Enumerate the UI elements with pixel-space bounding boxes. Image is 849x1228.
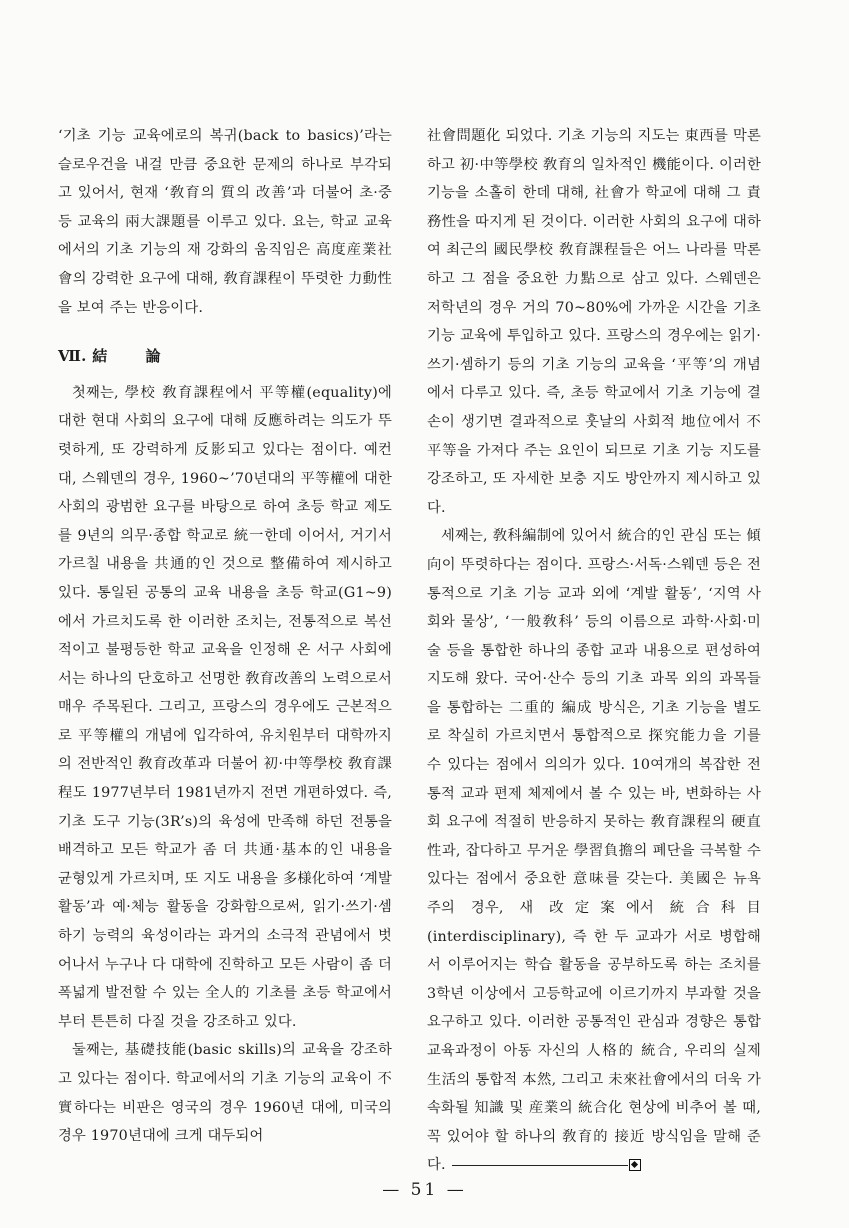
right-column <box>427 122 761 1180</box>
paragraph-continued: 社會問題化 되었다. 기초 기능의 지도는 東西를 막론하고 初·中等學校 敎育의 일차적인 機能이다. 이러한 기능을 소홀히 한데 대해, 社會가 학교에 대해 그 責務性을 따지게 된 것이다. 이러한 사회의 요구에 대하여 최근의 國民學校 敎育課程들은 어느 나라를 막론하고 그 점을 중요한 力點으로 삼고 있다. 스웨덴은 저학년의 경우 거의 70~80%에 가까운 시간을 기초 기능 교육에 투입하고 있다. 프랑스의 경우에는 읽기·쓰기·셈하기 등의 기초 기능의 교육을 ‘平等’의 개념에서 다루고 있다. 즉, 초등 학교에서 기초 기능에 결손이 생기면 결과적으로 훗날의 사회적 地位에서 不平等을 가져다 주는 요인이 되므로 기초 기능 지도를 강조하고, 또 자세한 보충 지도 방안까지 제시하고 있다. <box>427 128 761 516</box>
end-mark-icon <box>629 1159 641 1171</box>
intro-paragraph: ‘기초 기능 교육에로의 복귀(back to basics)’라는 슬로우건을 내걸 만큼 중요한 문제의 하나로 부각되고 있어서, 현재 ‘敎育의 質의 改善’과 더불어 초·중등 교육의 兩大課題를 이루고 있다. 요는, 학교 교육에서의 기초 기능의 재 강화의 움직임은 高度産業社會의 강력한 요구에 대해, 敎育課程이 뚜렷한 力動性을 보여 주는 반응이다. <box>58 128 392 316</box>
page-number: — 51 — <box>382 1180 467 1200</box>
paragraph-third: 세째는, 敎科編制에 있어서 統合的인 관심 또는 傾向이 뚜렷하다는 점이다. 프랑스·서독·스웨덴 등은 전통적으로 기초 기능 교과 외에 ‘계발 활동’, ‘지역 사회와 물상’, ‘一般敎科’ 등의 이름으로 과학·사회·미술 등을 통합한 하나의 종합 교과 내용으로 편성하여 지도해 왔다. 국어·산수 등의 기초 과목 외의 과목들을 통합하는 二重的 編成 방식은, 기초 기능을 별도로 착실히 가르치면서 통합적으로 探究能力을 기를 수 있다는 점에서 의의가 있다. 10여개의 복잡한 전통적 교과 편제 체제에서 볼 수 있는 바, 변화하는 사회 요구에 적절히 반응하지 못하는 敎育課程의 硬直性과, 잡다하고 무거운 學習負擔의 폐단을 극복할 수 있다는 점에서 중요한 意味를 갖는다. 美國은 뉴욕 주의 경우, 새 改定案에서 統合科目(interdisciplinary), 즉 한 두 교과가 서로 병합해서 이루어지는 학습 활동을 공부하도록 하는 조치를 3학년 이상에서 고등학교에 이르기까지 부과할 것을 요구하고 있다. 이러한 공통적인 관심과 경향은 통합 교육과정이 아동 자신의 人格的 統合, 우리의 실제 生活의 통합적 本然, 그리고 未來社會에서의 더욱 가속화될 知識 및 産業의 統合化 현상에 비추어 볼 때, 꼭 있어야 할 하나의 敎育的 接近 방식임을 말해 준다. <box>427 528 761 1174</box>
end-rule <box>452 1165 628 1166</box>
paragraph-first: 첫째는, 學校 敎育課程에서 平等權(equality)에 대한 현대 사회의 요구에 대해 反應하려는 의도가 뚜렷하게, 또 강력하게 反影되고 있다는 점이다. 예컨대, 스웨덴의 경우, 1960~’70년대의 平等權에 대한 사회의 광범한 요구를 바탕으로 하여 초등 학교 제도를 9년의 의무·종합 학교로 統一한데 이어서, 거기서 가르칠 내용을 共通的인 것으로 整備하여 제시하고 있다. 통일된 공통의 교육 내용을 초등 학교(G1~9)에서 가르치도록 한 이러한 조치는, 전통적으로 복선적이고 불평등한 학교 교육을 인정해 온 서구 사회에서는 하나의 단호하고 선명한 敎育改善의 노력으로서 매우 주목된다. 그리고, 프랑스의 경우에도 근본적으로 平等權의 개념에 입각하여, 유치원부터 대학까지의 전반적인 敎育改革과 더불어 初·中等學校 敎育課程도 1977년부터 1981년까지 전면 개편하였다. 즉, 기초 도구 기능(3R’s)의 육성에 만족해 하던 전통을 배격하고 모든 학교가 좀 더 共通·基本的인 내용을 균형있게 가르치며, 또 지도 내용을 多様化하여 ‘계발 활동’과 예·체능 활동을 강화함으로써, 읽기·쓰기·셈하기 능력의 육성이라는 과거의 소극적 관념에서 벗어나서 누구나 다 대학에 진학하고 모든 사람이 좀 더 폭넓게 발전할 수 있는 全人的 기초를 초등 학교에서부터 튼튼히 다질 것을 강조하고 있다. <box>58 384 392 1030</box>
section-heading <box>58 342 392 371</box>
section-number: Ⅶ. <box>58 347 87 366</box>
paragraph-second: 둘째는, 基礎技能(basic skills)의 교육을 강조하고 있다는 점이다. 학교에서의 기초 기능의 교육이 不實하다는 비판은 영국의 경우 1960년 대에, 미국의 경우 1970년대에 크게 대두되어 <box>58 1042 392 1145</box>
section-title-char-1: 結 <box>92 347 108 366</box>
section-title-char-2: 論 <box>145 347 161 366</box>
left-column <box>58 122 392 1151</box>
paragraph-third-wrap <box>427 522 761 1180</box>
